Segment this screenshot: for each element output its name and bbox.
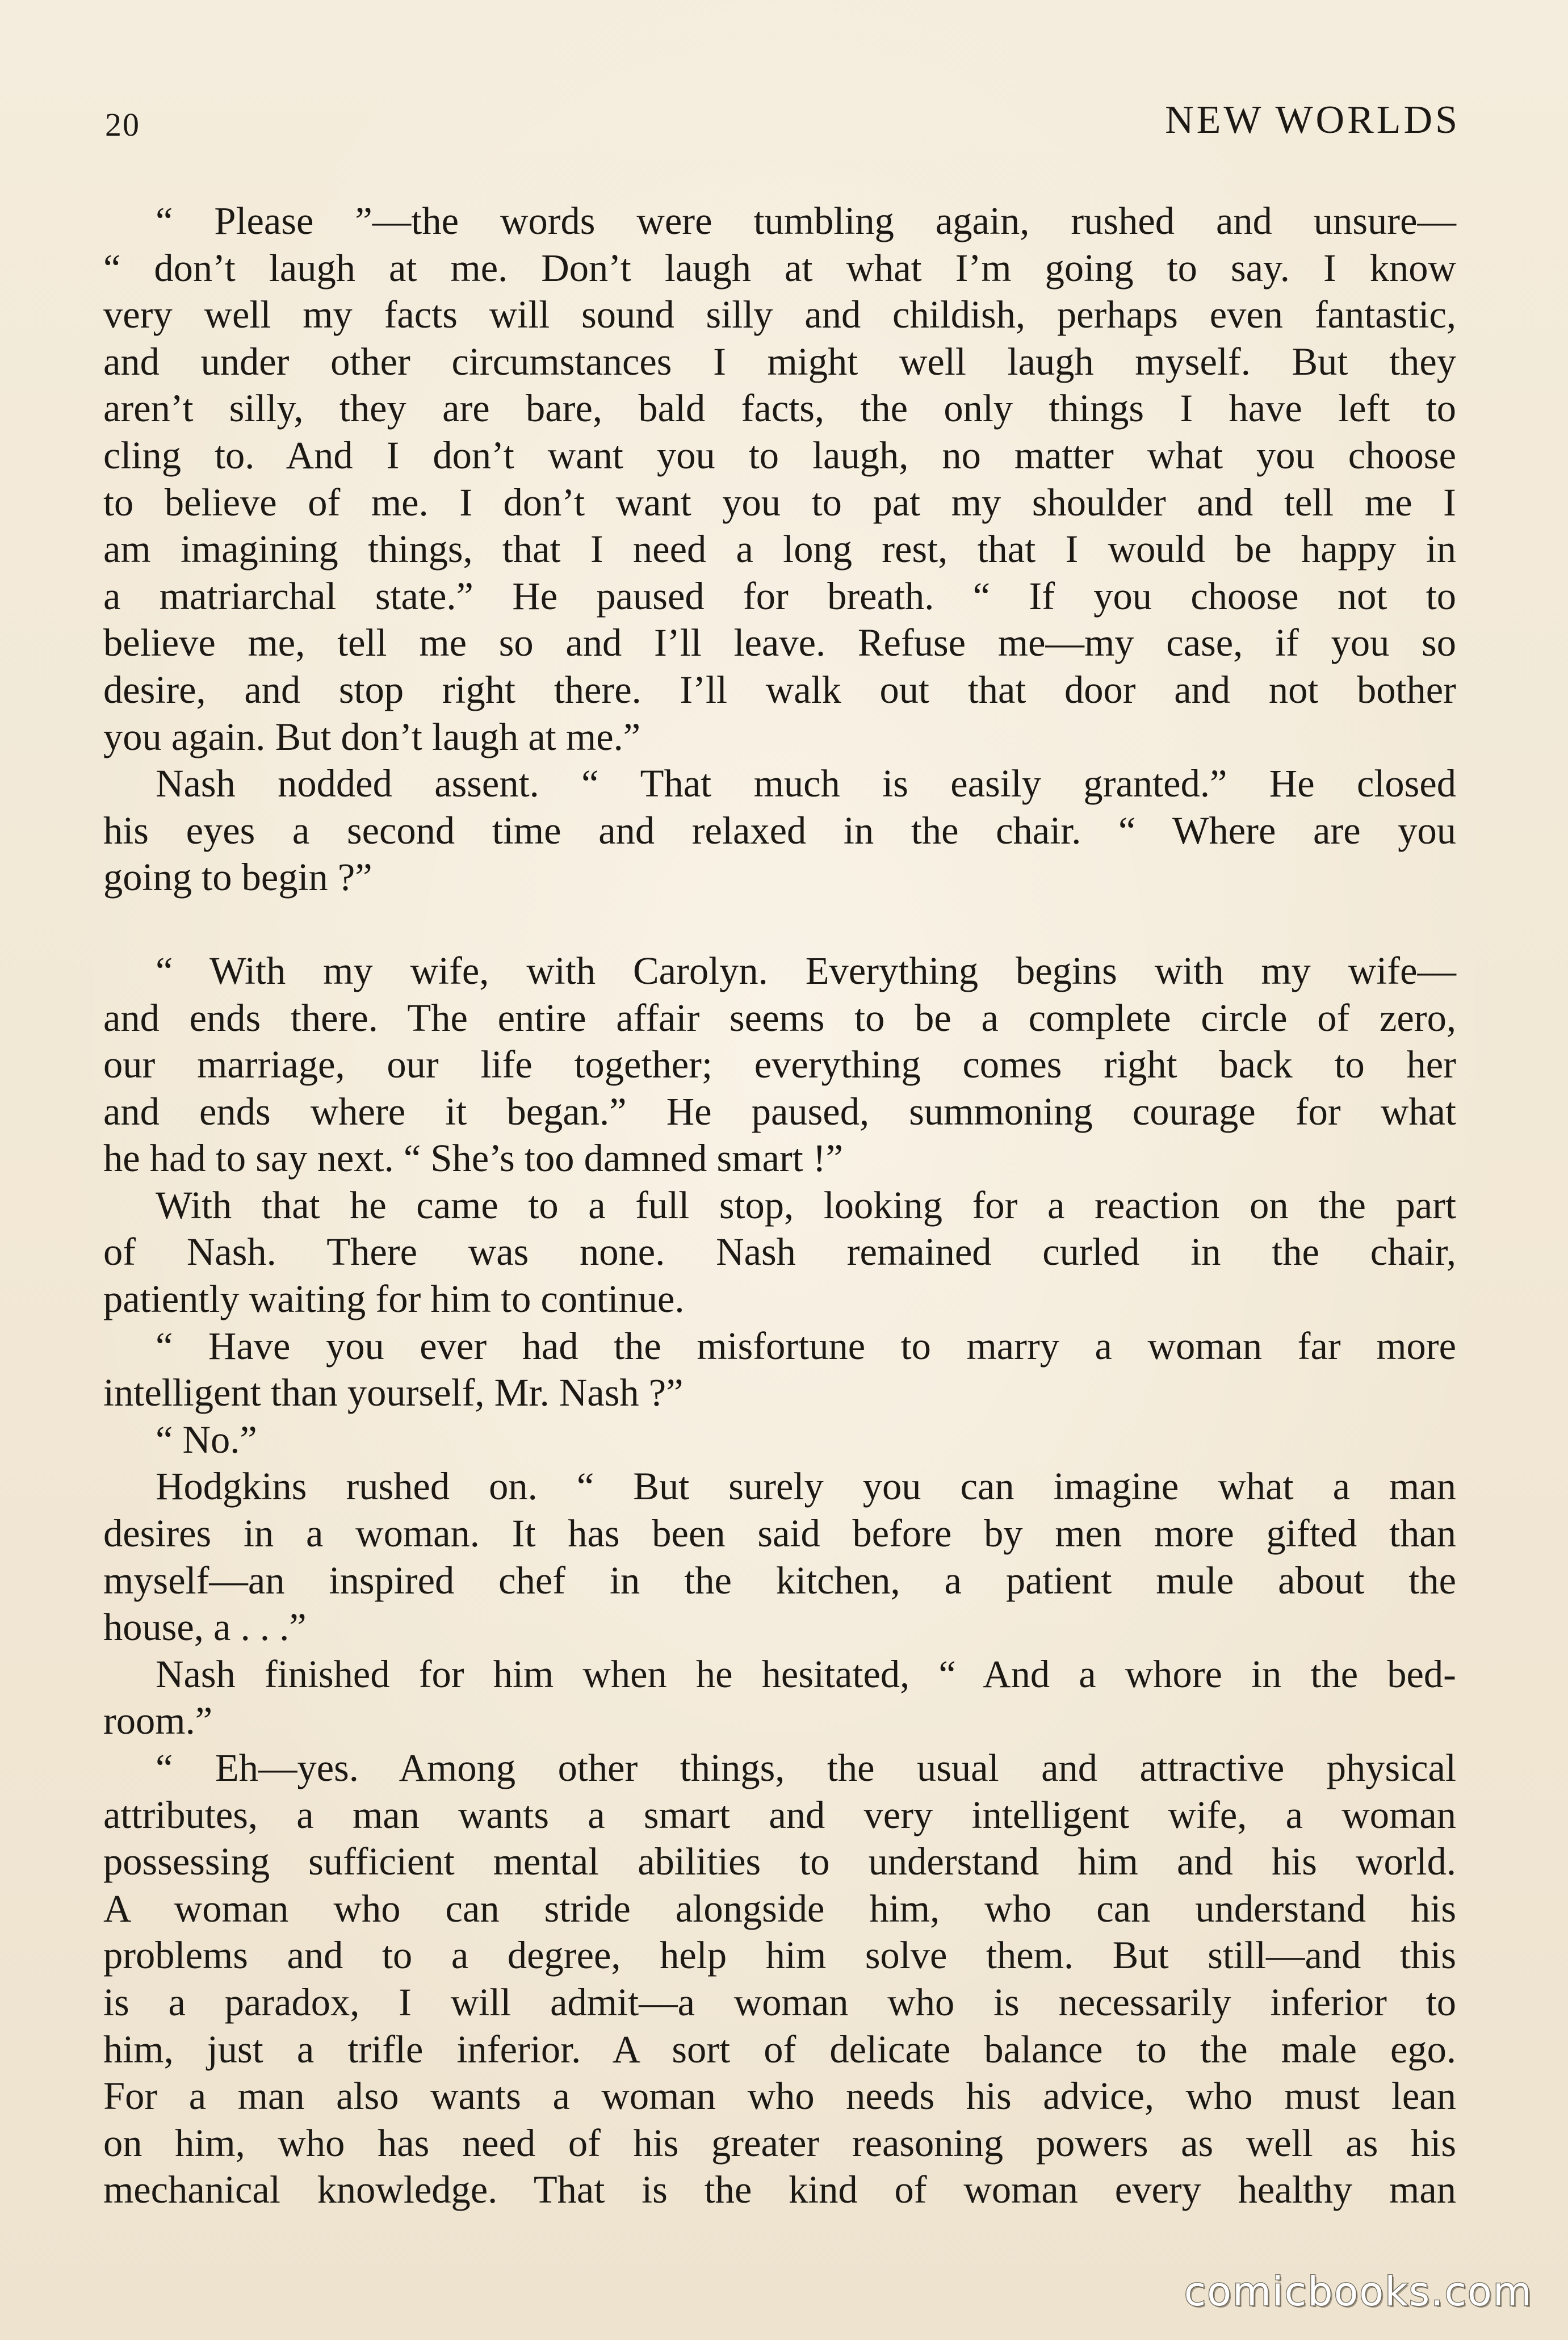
text-line: aren’t silly, they are bare, bald facts, the only things I have left to	[103, 387, 1456, 430]
text-line: going to begin ?”	[103, 856, 372, 899]
text-line: is a paradox, I will admit—a woman who is necessarily inferior to	[103, 1980, 1456, 2024]
story-text	[103, 198, 1456, 2213]
text-line: believe me, tell me so and I’ll leave. Refuse me—my case, if you so	[103, 621, 1456, 665]
section-break	[103, 901, 1456, 947]
text-line: “ Eh—yes. Among other things, the usual and attractive physical	[156, 1746, 1456, 1789]
paragraph	[103, 1323, 1456, 1416]
paragraph	[103, 760, 1456, 901]
text-line: Nash finished for him when he hesitated, “ And a whore in the bed-	[156, 1652, 1456, 1696]
text-line: “ No.”	[156, 1418, 257, 1461]
paragraph	[103, 947, 1456, 1182]
text-line: desires in a woman. It has been said before by men more gifted than	[103, 1512, 1456, 1555]
text-line: Hodgkins rushed on. “ But surely you can imagine what a man	[156, 1465, 1456, 1508]
paragraph	[103, 1416, 1456, 1463]
journal-title: NEW WORLDS	[1165, 98, 1460, 142]
paragraph	[103, 1463, 1456, 1650]
text-line: and ends where it began.” He paused, summoning courage for what	[103, 1089, 1456, 1133]
text-line: very well my facts will sound silly and childish, perhaps even fantastic,	[103, 293, 1456, 337]
text-line: he had to say next. “ She’s too damned smart !”	[103, 1137, 844, 1180]
text-line: “ don’t laugh at me. Don’t laugh at what I’m going to say. I know	[103, 246, 1456, 290]
text-line: mechanical knowledge. That is the kind of woman every healthy man	[103, 2168, 1456, 2212]
text-line: A woman who can stride alongside him, who can understand his	[103, 1886, 1456, 1930]
text-line: For a man also wants a woman who needs his advice, who must lean	[103, 2074, 1456, 2118]
paragraph	[103, 198, 1456, 760]
text-line: our marriage, our life together; everything comes right back to her	[103, 1043, 1456, 1087]
text-line: am imagining things, that I need a long rest, that I would be happy in	[103, 527, 1456, 571]
text-line: and ends there. The entire affair seems to be a complete circle of zero,	[103, 996, 1456, 1039]
page-number: 20	[105, 106, 140, 143]
text-line: room.”	[103, 1699, 213, 1743]
text-line: and under other circumstances I might well laugh myself. But they	[103, 339, 1456, 383]
text-line: problems and to a degree, help him solve them. But still—and this	[103, 1934, 1456, 1977]
text-line: house, a . . .”	[103, 1605, 307, 1649]
paragraph	[103, 1182, 1456, 1323]
text-line: on him, who has need of his greater reasoning powers as well as his	[103, 2121, 1456, 2165]
text-line: patiently waiting for him to continue.	[103, 1277, 685, 1321]
text-line: “ Please ”—the words were tumbling again, rushed and unsure—	[156, 199, 1456, 242]
text-line: With that he came to a full stop, looking for a reaction on the part	[156, 1183, 1456, 1227]
paragraph	[103, 1744, 1456, 2213]
text-line: his eyes a second time and relaxed in the chair. “ Where are you	[103, 808, 1456, 852]
paragraph	[103, 1651, 1456, 1744]
text-line: attributes, a man wants a smart and very intelligent wife, a woman	[103, 1793, 1456, 1836]
text-line: you again. But don’t laugh at me.”	[103, 715, 641, 758]
text-line: Nash nodded assent. “ That much is easily granted.” He closed	[156, 762, 1456, 806]
text-line: “ Have you ever had the misfortune to marry a woman far more	[156, 1324, 1456, 1368]
text-line: him, just a trifle inferior. A sort of delicate balance to the male ego.	[103, 2027, 1456, 2071]
text-line: possessing sufficient mental abilities to understand him and his world.	[103, 1840, 1456, 1884]
text-line: to believe of me. I don’t want you to pat my shoulder and tell me I	[103, 480, 1456, 524]
text-line: a matriarchal state.” He paused for breath. “ If you choose not to	[103, 574, 1456, 618]
text-line: of Nash. There was none. Nash remained curled in the chair,	[103, 1230, 1456, 1274]
text-line: desire, and stop right there. I’ll walk out that door and not bother	[103, 668, 1456, 711]
text-line: “ With my wife, with Carolyn. Everything begins with my wife—	[156, 949, 1456, 992]
text-line: cling to. And I don’t want you to laugh, no matter what you choose	[103, 433, 1456, 477]
watermark: comicbooks.com	[1184, 2268, 1533, 2315]
text-line: intelligent than yourself, Mr. Nash ?”	[103, 1371, 684, 1415]
text-line: myself—an inspired chef in the kitchen, a patient mule about the	[103, 1558, 1456, 1602]
running-head	[105, 98, 1460, 149]
